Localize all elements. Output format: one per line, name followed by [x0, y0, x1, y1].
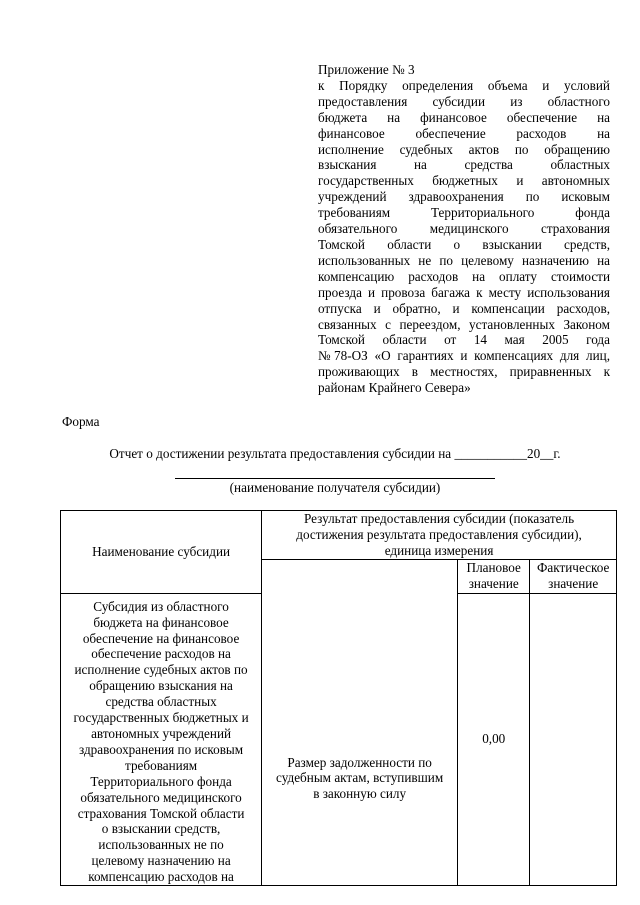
- subsidy-name-line: использованных не по: [98, 837, 224, 853]
- header-result-line: Результат предоставления субсидии (показатель: [303, 511, 575, 526]
- appendix-line: использованных не по целевому назначению на: [318, 252, 610, 268]
- appendix-header: [318, 62, 610, 396]
- subsidy-name-line: государственных бюджетных и: [73, 710, 249, 726]
- result-line: Размер задолженности по: [287, 754, 432, 770]
- header-planned-line: Плановое: [466, 560, 521, 576]
- appendix-line: предоставления субсидии из областного: [318, 93, 610, 109]
- header-result: [262, 511, 617, 560]
- subsidy-name-line: компенсацию расходов на: [88, 869, 234, 885]
- form-label: Форма: [62, 414, 100, 429]
- appendix-line: отпуска и обратно, и компенсации расходов,: [318, 300, 610, 316]
- appendix-line: обязательного медицинского страхования: [318, 221, 610, 237]
- subsidy-name-line: автономных учреждений: [91, 725, 232, 741]
- subsidy-name-line: исполнение судебных актов по: [74, 662, 248, 678]
- header-result-line: единица измерения: [384, 542, 494, 558]
- result-line: в законную силу: [313, 786, 407, 802]
- subsidy-name-line: Субсидия из областного: [93, 598, 229, 614]
- recipient-label: (наименование получателя субсидии): [229, 480, 441, 495]
- subsidy-name-line: здравоохранения по исковым: [78, 741, 244, 757]
- header-subsidy-name: Наименование субсидии: [61, 511, 262, 594]
- subsidy-name-line: требованиям: [125, 757, 198, 773]
- appendix-line: проезда и провоза багажа к месту использования: [318, 284, 610, 300]
- report-table: [60, 510, 617, 886]
- header-actual: [530, 559, 617, 593]
- recipient-underline: [175, 478, 495, 479]
- appendix-line: финансовое обеспечение расходов на: [318, 125, 610, 141]
- appendix-line: учреждений здравоохранения по исковым: [318, 189, 610, 205]
- appendix-line: Томской области о взыскании средств,: [318, 236, 610, 252]
- subsidy-name-line: страхования Томской области: [77, 805, 245, 821]
- subsidy-name-cell: [61, 593, 262, 885]
- subsidy-name-line: целевому назначению на: [91, 853, 231, 869]
- appendix-line: Томской области от 14 мая 2005 года: [318, 332, 610, 348]
- subsidy-name-line: о взыскании средств,: [101, 821, 221, 837]
- appendix-line: к Порядку определения объема и условий: [318, 77, 610, 93]
- appendix-line: бюджета на финансовое обеспечение на: [318, 109, 610, 125]
- report-title: Отчет о достижении результата предоставления субсидии на ___________20__г.: [109, 446, 561, 461]
- appendix-line: связанных с переездом, установленных Законом: [318, 316, 610, 332]
- result-cell: [262, 559, 458, 885]
- appendix-line: исполнение судебных актов по обращению: [318, 141, 610, 157]
- result-line: судебным актам, вступившим: [276, 770, 444, 786]
- subsidy-name-line: обязательного медицинского: [80, 789, 242, 805]
- appendix-line: взыскания на средства областных: [318, 157, 610, 173]
- header-actual-line: значение: [548, 576, 599, 592]
- header-result-line: достижения результата предоставления субсидии),: [296, 526, 582, 542]
- actual-value-cell: [530, 593, 617, 885]
- subsidy-name-line: средства областных: [105, 694, 217, 710]
- subsidy-name-line: обращению взыскания на: [89, 678, 233, 694]
- appendix-line: требованиям Территориального фонда: [318, 205, 610, 221]
- appendix-line: Приложение № 3: [318, 62, 415, 77]
- appendix-line: районам Крайнего Севера»: [318, 380, 471, 396]
- planned-value-cell: 0,00: [458, 593, 530, 885]
- subsidy-name-line: Территориального фонда: [90, 773, 232, 789]
- header-planned-line: значение: [468, 576, 519, 592]
- subsidy-name-line: бюджета на финансовое: [93, 614, 229, 630]
- appendix-line: проживающих в местностях, приравненных к: [318, 364, 610, 380]
- appendix-line: компенсацию расходов на оплату стоимости: [318, 268, 610, 284]
- header-planned: [458, 559, 530, 593]
- subsidy-name-line: обеспечение на финансовое: [82, 630, 240, 646]
- subsidy-name-line: обеспечение расходов на: [91, 646, 231, 662]
- appendix-line: №78-ОЗ «О гарантиях и компенсациях для лиц,: [318, 348, 610, 364]
- header-actual-line: Фактическое: [536, 560, 610, 576]
- appendix-line: государственных бюджетных и автономных: [318, 173, 610, 189]
